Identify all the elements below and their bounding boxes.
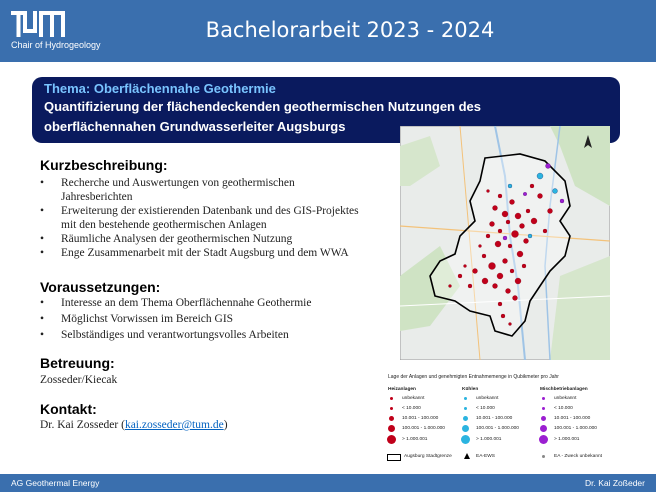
legend-label: > 1.000.001 [554, 437, 580, 442]
list-item: • Selbständiges und verantwortungsvolles Arbeiten [40, 328, 380, 342]
email-link[interactable]: kai.zosseder@tum.de [124, 419, 224, 431]
legend-label: 100.001 - 1.000.000 [476, 426, 519, 431]
kontakt-heading: Kontakt: [40, 401, 97, 417]
legend-dot [390, 407, 393, 410]
legend-dot [388, 425, 395, 432]
legend-dot [541, 416, 546, 421]
legend-label: > 1.000.001 [476, 437, 502, 442]
list-item: • Recherche und Auswertungen von geothermischen Jahresberichten [40, 176, 360, 204]
legend-group-heating: Heizanlagen [388, 387, 416, 392]
topic-heading: Thema: Oberflächennahe Geothermie [44, 81, 276, 96]
kontakt-name: Dr. Kai Zosseder ( [40, 419, 125, 431]
legend-dot [539, 435, 548, 444]
topic-line-1: Quantifizierung der flächendeckenden geothermischen Nutzungen des [44, 99, 482, 114]
legend-dot [390, 397, 393, 400]
boundary-swatch [387, 454, 401, 461]
footer-bar [0, 474, 656, 492]
legend-group-mixed: Mischbetriebanlagen [540, 387, 588, 392]
legend-label: < 10.000 [554, 406, 573, 411]
betreuung-text: Zosseder/Kiecak [40, 374, 118, 386]
triangle-icon [464, 453, 470, 459]
topic-line-2: oberflächennahen Grundwasserleiter Augsburgs [44, 119, 346, 134]
legend-label: unbekannt [554, 396, 577, 401]
legend-label: < 10.000 [402, 406, 421, 411]
legend-title: Lage der Anlagen und genehmigten Entnahmemenge in Qubikmeter pro Jahr [388, 374, 559, 380]
legend-label: 10.001 - 100.000 [402, 416, 439, 421]
legend-dot [462, 425, 469, 432]
list-item: • Interesse an dem Thema Oberflächennahe Geothermie [40, 296, 380, 310]
kontakt-line [40, 419, 228, 431]
legend-dot [387, 435, 396, 444]
list-item: • Möglichst Vorwissen im Bereich GIS [40, 312, 380, 326]
legend-dot [542, 455, 545, 458]
legend-boundary: Augsburg Stadtgrenze [404, 454, 452, 459]
legend-group-cooling: Kühlen [462, 387, 479, 392]
footer-left: AG Geothermal Energy [11, 478, 100, 488]
kurzbeschreibung-heading: Kurzbeschreibung: [40, 157, 168, 173]
legend-dot [464, 407, 467, 410]
betreuung-heading: Betreuung: [40, 355, 115, 371]
map-legend [382, 372, 632, 462]
legend-dot [542, 407, 545, 410]
legend-label: > 1.000.001 [402, 437, 428, 442]
legend-label: 10.001 - 100.000 [476, 416, 513, 421]
legend-dot [463, 416, 468, 421]
legend-dot [389, 416, 394, 421]
footer-right: Dr. Kai Zoßeder [585, 478, 645, 488]
list-item: • Enge Zusammenarbeit mit der Stadt Augsburg und dem WWA [40, 246, 360, 260]
legend-label: 100.001 - 1.000.000 [402, 426, 445, 431]
voraussetzungen-heading: Voraussetzungen: [40, 279, 161, 295]
legend-dot [542, 397, 545, 400]
legend-label: 10.001 - 100.000 [554, 416, 591, 421]
kontakt-close: ) [223, 419, 228, 431]
augsburg-map [400, 126, 610, 360]
legend-dot [464, 397, 467, 400]
voraussetzungen-list [40, 296, 380, 342]
legend-label: unbekannt [476, 396, 499, 401]
list-item: • Erweiterung der existierenden Datenbank und des GIS-Projektes mit den bestehende geothermischen Anlagen [40, 204, 360, 232]
list-item: • Räumliche Analysen der geothermischen Nutzung [40, 232, 360, 246]
page-title: Bachelorarbeit 2023 - 2024 [205, 18, 495, 42]
chair-name: Chair of Hydrogeology [11, 40, 101, 50]
legend-dot [461, 435, 470, 444]
legend-label: < 10.000 [476, 406, 495, 411]
legend-label: unbekannt [402, 396, 425, 401]
tum-logo-icon [11, 11, 65, 37]
legend-dot [540, 425, 547, 432]
legend-label: 100.001 - 1.000.000 [554, 426, 597, 431]
kurzbeschreibung-list [40, 176, 360, 260]
legend-unknown: EA - Zweck unbekannt [554, 454, 602, 459]
legend-ews: EA-EWS [476, 454, 495, 459]
